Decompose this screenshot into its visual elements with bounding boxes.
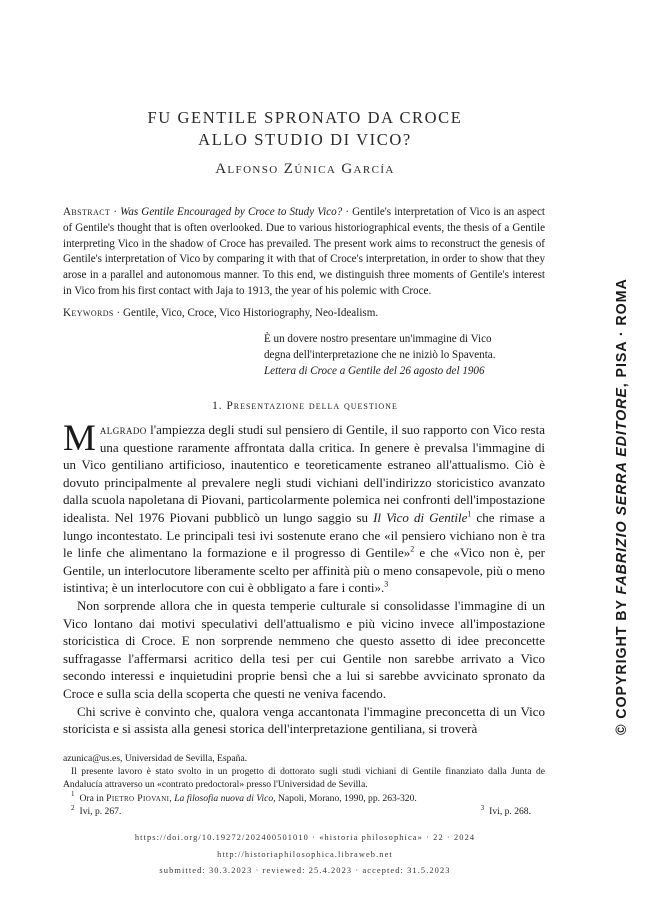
keywords-text: · Gentile, Vico, Croce, Vico Historiography, Neo-Idealism. — [113, 307, 379, 319]
footnote-1-separator: , — [169, 792, 175, 804]
paragraph-1 — [63, 418, 545, 597]
copyright-notice — [614, 278, 630, 735]
paragraph-1-text-c: e che «Vico non è, per Gentile, un interlocutore liberamente scelto per affinità più o meno consapevole, più o meno istintiva; è un interlocutore con cui è obbligato a fare i conti». — [63, 545, 545, 596]
footnote-ref-3: 3 — [384, 580, 389, 590]
footnote-1-prefix: Ora in — [79, 792, 107, 804]
author-email: azunica@us.es, Universidad de Sevilla, España. — [63, 753, 248, 764]
footnote-number: 1 — [71, 790, 75, 799]
paragraph-3: Chi scrive è convinto che, qualora venga accantonata l'immagine preconcetta di un Vico storicista e si assista alla genesi storica dell'interpretazione gentiliana, si troverà — [63, 703, 545, 737]
epigraph — [264, 332, 554, 379]
drop-cap: M — [63, 418, 96, 459]
footnotes — [63, 752, 545, 818]
abstract-separator: · — [110, 206, 121, 218]
footnote-1-details: , Napoli, Morano, 1990, pp. 263-320. — [273, 792, 417, 804]
author-name: Alfonso Zúnica García — [215, 161, 395, 177]
footnote-2-text: Ivi, p. 267. — [79, 805, 122, 817]
abstract-label: Abstract — [63, 206, 111, 218]
footnote-ref-1: 1 — [467, 509, 472, 519]
section-heading: 1. Presentazione della questione — [212, 400, 398, 412]
keywords-label: Keywords — [63, 307, 114, 319]
footnote-1-author: Pietro Piovani — [106, 792, 170, 804]
cited-book-title: Il Vico di Gentile — [373, 509, 468, 525]
footnote-number: 2 — [71, 803, 75, 812]
submission-dates: submitted: 30.3.2023 · reviewed: 25.4.2023 · accepted: 31.5.2023 — [159, 866, 451, 875]
paragraph-1-text-b: che rimase a lungo incontestato. Le principali tesi ivi sostenute erano che «il pensiero vichiano non è tra le linfe che alimentano la formazione e il progresso di Gentile» — [63, 509, 545, 561]
article-title-line-2: ALLO STUDIO DI VICO? — [198, 130, 412, 149]
copyright-prefix: © COPYRIGHT BY — [614, 594, 630, 735]
footnote-1-title: La filosofia nuova di Vico — [174, 792, 274, 804]
footnote-row — [63, 805, 545, 818]
abstract-english-title: Was Gentile Encouraged by Croce to Study Vico? — [120, 206, 343, 218]
body-text — [63, 418, 545, 738]
article-title-line-1: FU GENTILE SPRONATO DA CROCE — [147, 108, 463, 127]
epigraph-line-2: degna dell'interpretazione che ne iniziò lo Spaventa. — [264, 348, 496, 361]
footnote-ref-2: 2 — [410, 544, 415, 554]
paragraph-2: Non sorprende allora che in questa temperie culturale si consolidasse l'immagine di un Vico lontano dai motivi speculativi dell'attualismo e più vicino invece all'impostazione storicistica di Croce. E non sorprende nemmeno che questo assetto di idee preconcette suffragasse l'affermarsi acritico della tesi per cui Gentile non sarebbe arrivato a Vico secondo interessi e inquietudini proprie bensì che a lui si sarebbe avvicinato spronato da Croce e sulla scia della scoperta che questi ne veniva facendo. — [63, 597, 545, 701]
footnote-2 — [71, 805, 121, 818]
epigraph-line-1: È un dovere nostro presentare un'immagine di Vico — [264, 333, 492, 345]
paragraph-1-text-a: l'ampiezza degli studi sul pensiero di Gentile, il suo rapporto con Vico resta una questione raramente affrontata dalla critica. In genere è prevalsa l'immagine di un Vico gentiliano artificioso, inautentico e teoreticamente estraneo all'attualismo. Ciò è dovuto principalmente al prevalere negli studi vichiani dell'indirizzo storicistico avanzato dalla scuola napoletana di Piovani, particolarmente polemica nei confronti dell'impostazione idealista. Nel 1976 Piovani pubblicò un lungo saggio su — [63, 422, 545, 525]
footnote-number: 3 — [480, 803, 485, 812]
funding-note: Il presente lavoro è stato svolto in un progetto di dottorato sugli studi vichiani di Gentile finanziato dalla Junta de Andalucía attraverso un «contrato predoctoral» presso l'Universidad de Sevilla. — [63, 766, 545, 791]
abstract-text: · Gentile's interpretation of Vico is an aspect of Gentile's thought that is often overlooked. Due to various historiographical events, the thesis of a Gentile interpreting Vico in the shadow of Croce has prevailed. The present work aims to reconstruct the genesis of Gentile's interpretation of Vico by comparing it with that of Croce's interpretation, in order to show that they arose in a parallel and autonomous manner. To this end, we distinguish three moments of Gentile's interest in Vico from his first contact with Jaja to 1913, the year of his polemic with Croce. — [63, 206, 545, 297]
footnote-3 — [481, 805, 531, 818]
footnote-1 — [63, 792, 545, 805]
footnote-3-text: Ivi, p. 268. — [489, 805, 531, 817]
copyright-publisher: FABRIZIO SERRA EDITORE — [614, 387, 630, 595]
keywords — [63, 306, 545, 322]
doi-line: https://doi.org/10.19272/202400501010 · «historia philosophica» · 22 · 2024 — [134, 833, 476, 842]
paragraph-lead-word: algrado — [99, 422, 147, 437]
abstract — [63, 205, 545, 300]
copyright-suffix: , PISA · ROMA — [614, 278, 630, 388]
journal-url: http://historiaphilosophica.libraweb.net — [217, 850, 393, 859]
epigraph-source: Lettera di Croce a Gentile del 26 agosto del 1906 — [264, 364, 485, 377]
